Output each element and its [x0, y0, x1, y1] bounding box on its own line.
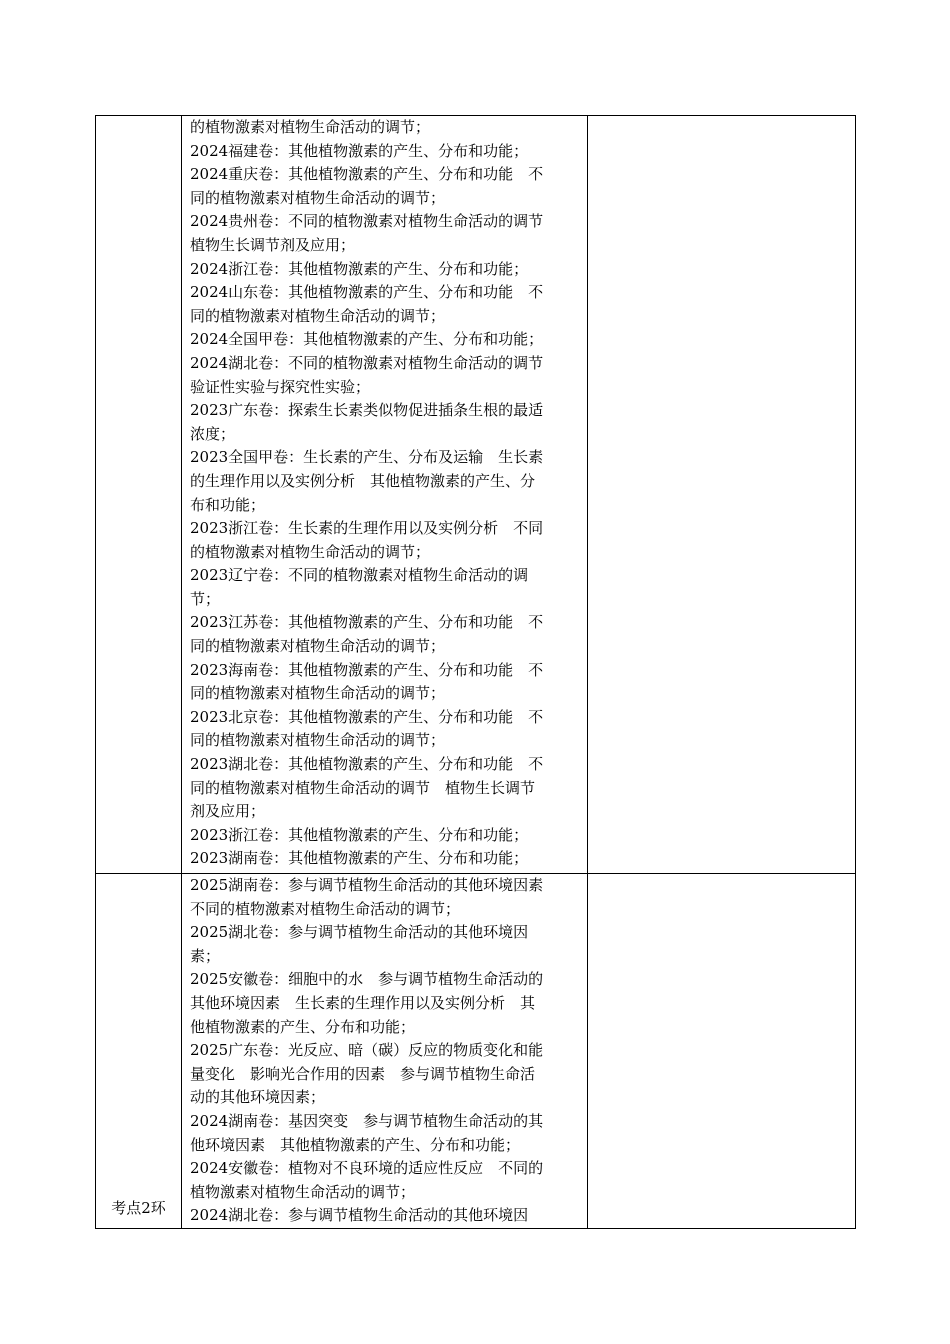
exam-list-line: 剂及应用；: [190, 802, 266, 821]
exam-list-line: 植物生长调节剂及应用；: [190, 235, 356, 254]
exam-list-line: 2023江苏卷：其他植物激素的产生、分布和功能 不: [190, 613, 544, 632]
exam-list-line: 同的植物激素对植物生命活动的调节 植物生长调节: [190, 778, 536, 797]
exam-list-line: 其他环境因素 生长素的生理作用以及实例分析 其: [190, 993, 536, 1012]
exam-list: [182, 116, 587, 871]
exam-list-line: 2023浙江卷：其他植物激素的产生、分布和功能；: [190, 825, 529, 844]
exam-list-line: 同的植物激素对植物生命活动的调节；: [190, 306, 446, 325]
exam-list-line: 的植物激素对植物生命活动的调节；: [190, 118, 431, 136]
exam-list-line: 动的其他环境因素；: [190, 1088, 326, 1107]
exam-list-line: 同的植物激素对植物生命活动的调节；: [190, 637, 446, 656]
exam-list-cell: [182, 116, 588, 874]
exam-list-cell: [182, 874, 588, 1229]
exam-list-line: 2023辽宁卷：不同的植物激素对植物生命活动的调: [190, 566, 529, 585]
exam-list-line: 他环境因素 其他植物激素的产生、分布和功能；: [190, 1135, 521, 1154]
exam-list-line: 2024湖北卷：不同的植物激素对植物生命活动的调节: [190, 353, 544, 372]
exam-list-line: 2025湖南卷：参与调节植物生命活动的其他环境因素: [190, 876, 544, 894]
exam-list-line: 浓度；: [190, 424, 236, 443]
topic-label: 考点2环: [111, 1198, 166, 1217]
exam-list-line: 量变化 影响光合作用的因素 参与调节植物生命活: [190, 1064, 536, 1083]
exam-list-line: 同的植物激素对植物生命活动的调节；: [190, 684, 446, 703]
exam-list-line: 2025安徽卷：细胞中的水 参与调节植物生命活动的: [190, 970, 544, 989]
exam-list-line: 2023广东卷：探索生长素类似物促进插条生根的最适: [190, 401, 544, 420]
notes-cell: [588, 116, 856, 874]
exam-list-line: 2023湖南卷：其他植物激素的产生、分布和功能；: [190, 849, 529, 868]
exam-list-line: 2024安徽卷：植物对不良环境的适应性反应 不同的: [190, 1159, 544, 1178]
exam-list-line: 2025湖北卷：参与调节植物生命活动的其他环境因: [190, 923, 529, 942]
exam-list-line: 2023海南卷：其他植物激素的产生、分布和功能 不: [190, 660, 544, 679]
exam-list-line: 的生理作用以及实例分析 其他植物激素的产生、分: [190, 471, 536, 490]
exam-list-line: 2023北京卷：其他植物激素的产生、分布和功能 不: [190, 707, 544, 726]
exam-list-line: 2024重庆卷：其他植物激素的产生、分布和功能 不: [190, 165, 544, 184]
exam-list-line: 的植物激素对植物生命活动的调节；: [190, 542, 431, 561]
exam-list-line: 节；: [190, 589, 221, 608]
exam-list-line: 2023全国甲卷：生长素的产生、分布及运输 生长素: [190, 448, 544, 467]
exam-list-line: 2024全国甲卷：其他植物激素的产生、分布和功能；: [190, 330, 544, 349]
exam-list-line: 2025广东卷：光反应、暗（碳）反应的物质变化和能: [190, 1041, 544, 1060]
exam-list-line: 2023湖北卷：其他植物激素的产生、分布和功能 不: [190, 755, 544, 774]
exam-list-line: 布和功能；: [190, 495, 266, 514]
exam-list-line: 不同的植物激素对植物生命活动的调节；: [190, 899, 461, 918]
notes-cell: [588, 874, 856, 1229]
exam-list: [182, 874, 587, 1228]
exam-list-line: 同的植物激素对植物生命活动的调节；: [190, 731, 446, 750]
exam-list-line: 验证性实验与探究性实验；: [190, 377, 371, 396]
exam-list-line: 他植物激素的产生、分布和功能；: [190, 1017, 416, 1036]
topic-label-cell: [96, 874, 182, 1229]
exam-list-line: 植物激素对植物生命活动的调节；: [190, 1182, 416, 1201]
table-row: [96, 874, 856, 1229]
exam-list-line: 2024山东卷：其他植物激素的产生、分布和功能 不: [190, 283, 544, 302]
exam-list-line: 2024湖南卷：基因突变 参与调节植物生命活动的其: [190, 1111, 544, 1130]
exam-list-line: 2024湖北卷：参与调节植物生命活动的其他环境因: [190, 1206, 529, 1225]
table-row: [96, 116, 856, 874]
exam-list-line: 2024福建卷：其他植物激素的产生、分布和功能；: [190, 141, 529, 160]
exam-list-line: 2024贵州卷：不同的植物激素对植物生命活动的调节: [190, 212, 544, 231]
topic-label-cell: [96, 116, 182, 874]
exam-list-line: 同的植物激素对植物生命活动的调节；: [190, 188, 446, 207]
exam-list-line: 2024浙江卷：其他植物激素的产生、分布和功能；: [190, 259, 529, 278]
exam-list-line: 2023浙江卷：生长素的生理作用以及实例分析 不同: [190, 519, 544, 538]
exam-topic-table: [95, 115, 856, 1229]
exam-list-line: 素；: [190, 946, 221, 965]
